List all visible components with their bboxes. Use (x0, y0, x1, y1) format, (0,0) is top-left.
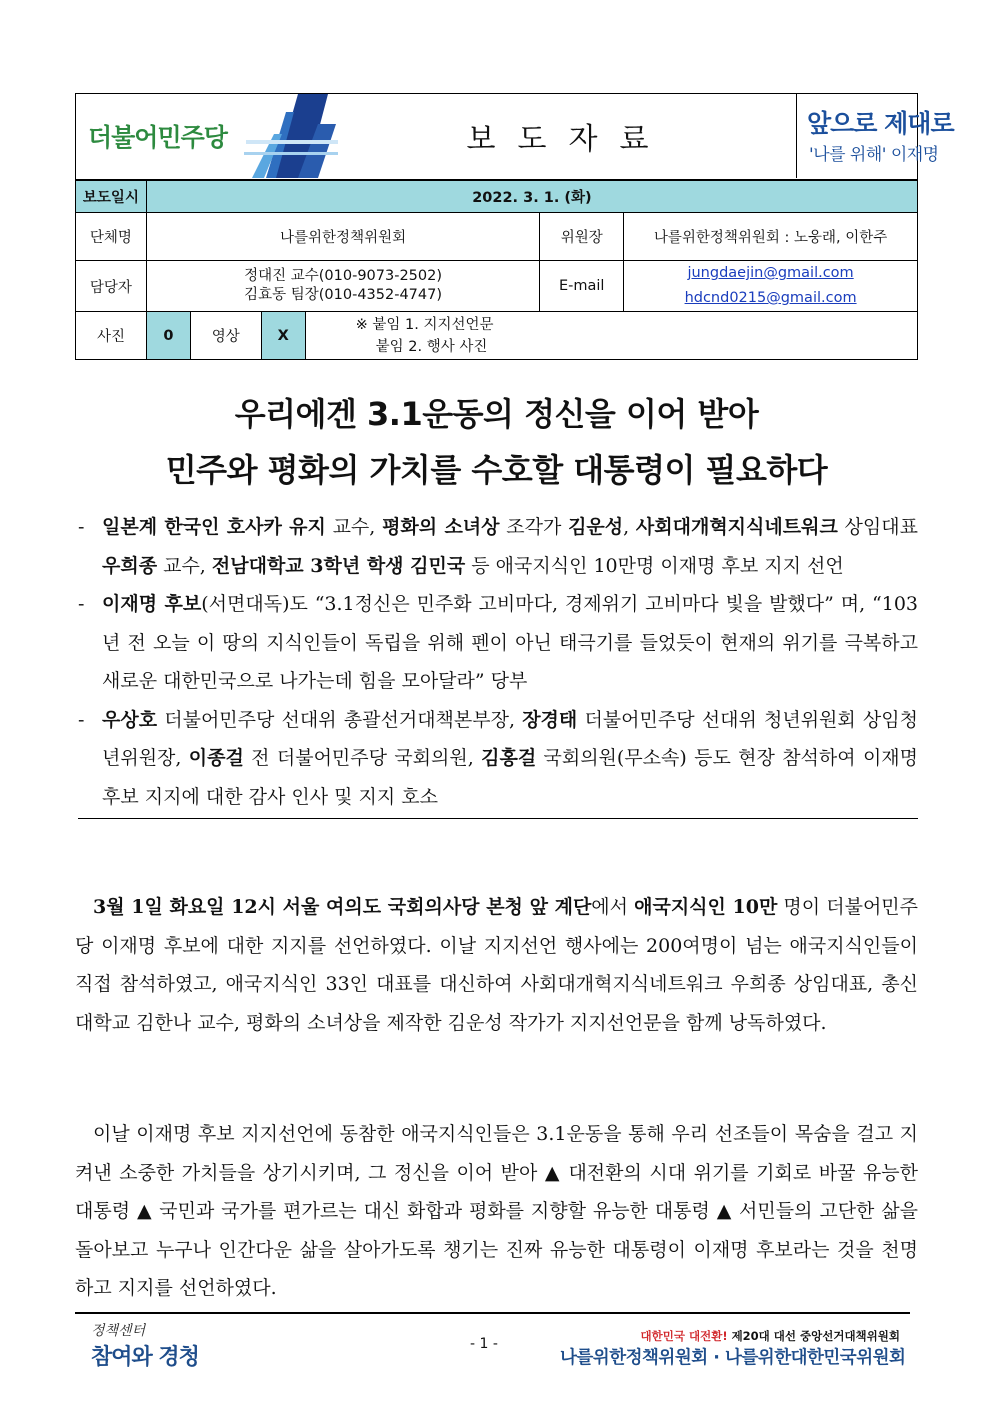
slogan-sub: '나를 위해' 이재명 (809, 145, 939, 165)
contact-1: 정대진 교수(010-9073-2502) (244, 268, 443, 284)
summary-bullet-1-text (102, 516, 918, 577)
emphasis-text: 김운성 (568, 516, 624, 538)
body-paragraph-1 (75, 888, 918, 1042)
press-info-table (75, 180, 918, 360)
video-label: 영상 (190, 312, 261, 360)
body-text: 에서 (591, 896, 635, 918)
attachment-1: ※ 붙임 1. 지지선언문 (355, 316, 494, 333)
summary-bullets (78, 508, 918, 819)
slogan-main: 앞으로 제대로 (807, 109, 954, 138)
emphasis-text: 애국지식인 10만 (634, 896, 778, 918)
footer-logo-script: 정책센터 (91, 1323, 146, 1339)
footer-divider (75, 1312, 910, 1314)
campaign-slogan (796, 94, 954, 178)
emphasis-text: 김홍걸 (481, 747, 537, 769)
body-text: 교수, (157, 554, 212, 577)
body-text: 전 더불어민주당 국회의원, (243, 747, 482, 769)
body-text: 상임대표 (837, 516, 918, 538)
emphasis-text: 일본계 한국인 호사카 유지 (102, 516, 326, 538)
body-text: (서면대독)도 “3.1정신은 민주화 고비마다, 경제위기 고비마다 빛을 발했다” 며, “103년 전 오늘 이 땅의 지식인들이 독립을 위해 펜이 아닌 태극기를 들었듯이 현재의 위기를 극복하고 새로운 대한민국으로 나가는데 힘을 모아달라” 당부 (102, 593, 918, 692)
footer-organizations: 나를위한정책위원회 · 나를위한대한민국위원회 (560, 1348, 906, 1368)
press-release-header (75, 93, 954, 180)
emphasis-text: 3월 1일 화요일 12시 서울 여의도 국회의사당 본청 앞 계단 (93, 896, 592, 918)
footer-campaign-line (600, 1328, 900, 1344)
bullet-dash: - (78, 593, 85, 615)
emphasis-text: 평화의 소녀상 (382, 516, 500, 538)
emphasis-text: 장경태 (522, 708, 578, 731)
body-paragraph-2 (75, 1115, 918, 1308)
footer-logo (85, 1320, 225, 1376)
email-link-1[interactable]: jungdaejin@gmail.com (687, 265, 854, 281)
summary-bullet-3-text (102, 709, 918, 808)
photo-label: 사진 (76, 312, 147, 360)
contact-2: 김효동 팀장(010-4352-4747) (244, 287, 443, 303)
chair-value: 나를위한정책위원회 : 노웅래, 이한주 (624, 213, 918, 261)
email-link-2[interactable]: hdcnd0215@gmail.com (684, 290, 857, 306)
footer-logo-main: 참여와 경청 (91, 1345, 199, 1370)
attachments (305, 312, 917, 360)
body-text: 이날 이재명 후보 지지선언에 동참한 애국지식인들은 3.1운동을 통해 우리 선조들이 목숨을 걸고 지켜낸 소중한 가치들을 상기시키며, 그 정신을 이어 받아 ▲ 대전환의 시대 위기를 기회로 바꿀 유능한 대통령 ▲ 국민과 국가를 편가르는 대신 화합과 평화를 지향할 유능한 대통령 ▲ 서민들의 고단한 삶을 돌아보고 누구나 인간다운 삶을 살아가도록 챙기는 진짜 유능한 대통령이 이재명 후보라는 것을 천명하고 지지를 선언하였다. (75, 1123, 918, 1299)
headline-line-1: 우리에겐 3.1운동의 정신을 이어 받아 (234, 395, 759, 433)
attachment-2: 붙임 2. 행사 사진 (375, 338, 488, 355)
photo-count: 0 (146, 312, 190, 360)
page-number: - 1 - (470, 1336, 498, 1352)
emphasis-text: 이재명 후보 (102, 593, 202, 615)
contact-label: 담당자 (76, 261, 147, 312)
body-text: 조각가 (499, 516, 569, 538)
org-value: 나를위한정책위원회 (146, 213, 539, 261)
emphasis-text: 사회대개혁지식네트워크 (635, 516, 838, 538)
emphasis-text: 전남대학교 3학년 학생 김민국 (211, 554, 466, 577)
body-text: , (623, 516, 636, 538)
bullet-dash: - (78, 516, 85, 538)
summary-bullet-2-text (102, 593, 918, 692)
summary-bullet-1 (78, 508, 918, 585)
body-text: 국회의원(무소속) 등도 현장 참석하여 이재명 후보 지지에 대한 감사 인사 및 지지 호소 (102, 747, 919, 808)
headline (75, 386, 918, 498)
body-text: 등 애국지식인 10만명 이재명 후보 지지 선언 (465, 554, 844, 577)
contact-value (146, 261, 539, 312)
bullet-dash: - (78, 708, 85, 731)
body-text: 더불어민주당 선대위 총괄선거대책본부장, (157, 708, 523, 731)
footer-committee: 제20대 대선 중앙선거대책위원회 (727, 1329, 900, 1343)
headline-line-2: 민주와 평화의 가치를 수호할 대통령이 필요하다 (165, 451, 828, 489)
body-text: 교수, (325, 516, 383, 538)
org-label: 단체명 (76, 213, 147, 261)
email-value (624, 261, 918, 312)
emphasis-text: 우상호 (102, 708, 158, 731)
body-text: 더불어민주당 선대위 청년위원회 상임청년위원장, (102, 708, 918, 769)
video-value: X (261, 312, 305, 360)
emphasis-text: 우희종 (102, 554, 158, 577)
email-label: E-mail (540, 261, 624, 312)
footer-slogan-red: 대한민국 대전환! (640, 1329, 728, 1343)
body-text: 명이 더불어민주당 이재명 후보에 대한 지지를 선언하였다. 이날 지지선언 행사에는 200여명이 넘는 애국지식인들이 직접 참석하였고, 애국지식인 33인 대표를 대신하여 사회대개혁지식네트워크 우희종 상임대표, 총신대학교 김한나 교수, 평화의 소녀상을 제작한 김운성 작가가 지지선언문을 함께 낭독하였다. (75, 896, 918, 1034)
date-label: 보도일시 (76, 181, 147, 213)
party-logo (76, 94, 341, 178)
chair-label: 위원장 (540, 213, 624, 261)
summary-bullet-2 (78, 585, 918, 701)
emphasis-text: 이종걸 (188, 747, 244, 769)
party-name: 더불어민주당 (88, 123, 227, 152)
summary-bullet-3 (78, 701, 918, 817)
party-emblem-icon (236, 94, 341, 178)
document-type-title: 보도자료 (466, 122, 671, 157)
date-value: 2022. 3. 1. (화) (146, 181, 917, 213)
